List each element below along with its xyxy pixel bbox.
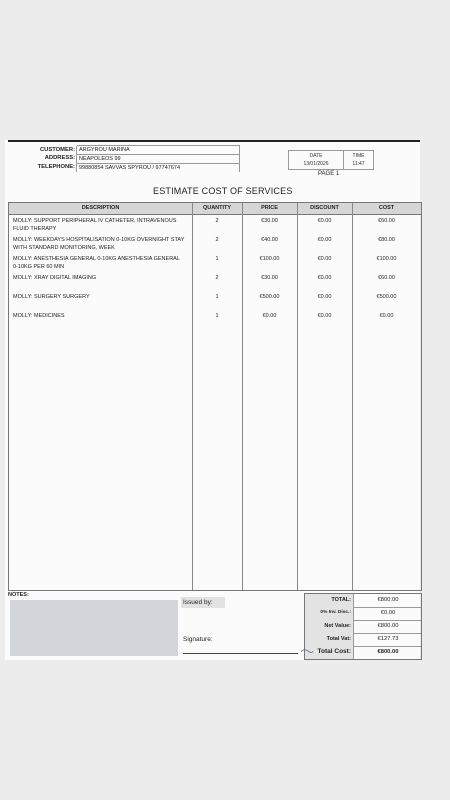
row-quantity: 2 xyxy=(215,218,219,224)
date-label: DATE xyxy=(309,153,323,159)
header-cost: COST xyxy=(378,205,395,211)
header-price: PRICE xyxy=(261,205,278,211)
discount-label: 0% Inv. Disc.: xyxy=(320,610,351,615)
row-discount: €0.00 xyxy=(317,313,332,319)
row-quantity: 1 xyxy=(215,256,219,262)
time-label: TIME xyxy=(352,153,365,159)
header-discount: DISCOUNT xyxy=(310,205,339,211)
stamp-scribble-icon xyxy=(300,647,314,655)
totals-box xyxy=(304,593,422,660)
row-price: €40.00 xyxy=(261,237,278,243)
row-discount: €0.00 xyxy=(317,237,332,243)
total-cost-label: Total Cost: xyxy=(317,648,351,655)
services-table xyxy=(8,202,422,591)
row-discount: €0.00 xyxy=(317,256,332,262)
totals-divider xyxy=(353,594,354,659)
row-cost: €60.00 xyxy=(378,275,395,281)
totals-row xyxy=(305,594,421,608)
row-discount: €0.00 xyxy=(317,294,332,300)
row-cost: €500.00 xyxy=(376,294,397,300)
row-quantity: 1 xyxy=(215,294,219,300)
customer-telephone: 99880854 SAVVAS SPYROU / 97747674 xyxy=(77,163,240,172)
totals-row xyxy=(305,620,421,634)
header-rule xyxy=(8,140,420,142)
page-number: PAGE 1 xyxy=(318,171,340,177)
telephone-label: TELEPHONE: xyxy=(37,164,75,170)
row-description: MOLLY: XRAY DIGITAL IMAGING xyxy=(13,275,97,281)
customer-name: ARGYROU MARINA xyxy=(77,145,240,155)
row-description: MOLLY: ANESTHESIA GENERAL 0-10KG ANESTHESIA GENERAL 0-10KG PER 60 MIN xyxy=(13,256,180,270)
date-time-box xyxy=(288,150,374,170)
row-cost: €100.00 xyxy=(376,256,397,262)
document-title: ESTIMATE COST OF SERVICES xyxy=(153,186,293,196)
row-quantity: 1 xyxy=(215,313,219,319)
totals-row xyxy=(305,607,421,621)
row-price: €100.00 xyxy=(259,256,280,262)
total-vat-value: €127.73 xyxy=(377,636,399,642)
totals-row xyxy=(305,633,421,647)
row-description: MOLLY: WEEKDAYS HOSPITALISATION 0-10KG OVERNIGHT STAY WITH STANDARD MONITORING, WEEK xyxy=(13,237,185,251)
totals-row xyxy=(305,646,421,659)
issued-by-label: Issued by: xyxy=(183,599,213,606)
row-description: MOLLY: SURGERY SURGERY xyxy=(13,294,90,300)
row-price: €30.00 xyxy=(261,275,278,281)
row-description: MOLLY: MEDICINES xyxy=(13,313,65,319)
total-vat-label: Total Vat: xyxy=(326,636,351,642)
total-cost-value: €800.00 xyxy=(377,649,399,655)
total-value: €800.00 xyxy=(377,597,399,603)
address-label: ADDRESS: xyxy=(44,155,75,161)
customer-address: NEAPOLEOS 99 xyxy=(77,154,240,164)
customer-label: CUSTOMER: xyxy=(40,147,75,153)
notes-label: NOTES: xyxy=(8,592,29,598)
row-price: €30.00 xyxy=(261,218,278,224)
row-cost: €0.00 xyxy=(379,313,394,319)
signature-label: Signature: xyxy=(183,636,213,643)
row-cost: €80.00 xyxy=(378,237,395,243)
date-value: 13/01/2026 xyxy=(303,161,329,167)
row-quantity: 2 xyxy=(215,237,219,243)
row-cost: €60.00 xyxy=(378,218,395,224)
row-price: €0.00 xyxy=(262,313,277,319)
row-discount: €0.00 xyxy=(317,218,332,224)
footer-section xyxy=(8,590,420,658)
net-value: €800.00 xyxy=(377,623,399,629)
total-label: TOTAL: xyxy=(331,597,351,603)
row-description: MOLLY: SUPPORT PERIPHERAL IV CATHETER, INTRAVENOUS FLUID THERAPY xyxy=(13,218,177,232)
time-value: 11:47 xyxy=(352,161,365,167)
header-description: DESCRIPTION xyxy=(81,205,120,211)
header-quantity: QUANTITY xyxy=(202,205,232,211)
signature-line xyxy=(183,653,298,654)
row-price: €500.00 xyxy=(259,294,280,300)
row-quantity: 2 xyxy=(215,275,219,281)
notes-box xyxy=(10,600,178,656)
discount-value: €0.00 xyxy=(380,610,396,616)
row-discount: €0.00 xyxy=(317,275,332,281)
net-value-label: Net Value: xyxy=(324,623,351,629)
table-header xyxy=(9,203,421,215)
